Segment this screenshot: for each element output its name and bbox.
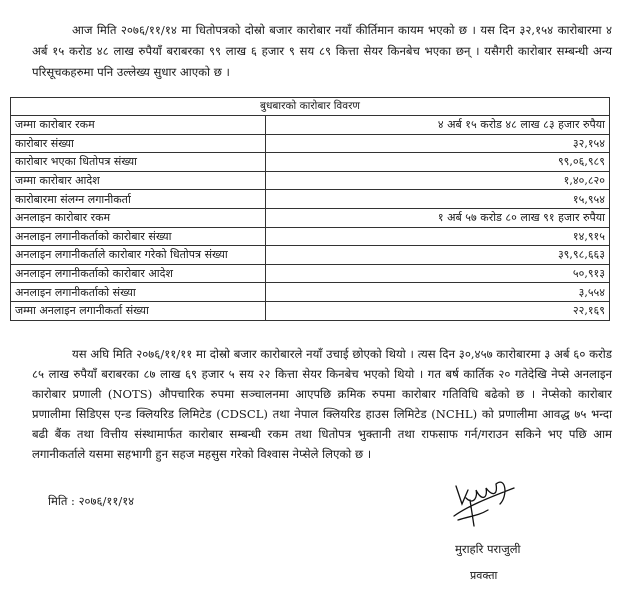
row-value: १५,९५४ — [266, 190, 610, 209]
table-row — [11, 264, 610, 283]
intro-paragraph — [32, 20, 612, 83]
row-label: जम्मा कारोबार आदेश — [11, 171, 266, 190]
table-header-row — [11, 98, 610, 116]
handwritten-signature — [448, 476, 518, 536]
signatory-title: प्रवक्ता — [470, 569, 498, 582]
table-row — [11, 301, 610, 320]
row-value: १,४०,८२० — [266, 171, 610, 190]
history-paragraph-text: यस अघि मिति २०७६/११/११ मा दोस्रो बजार कारोबारले नयाँ उचाई छोएको थियो । त्यस दिन ३०,४५७ कारोबारमा ३ अर्ब ६० करोड ८५ लाख रुपैयाँ बराबरका ८७ लाख ६९ हजार ५ सय २२ कित्ता सेयर किनबेच भएको थियो । गत बर्ष कार्तिक २० गतेदेखि नेप्से अनलाइन कारोबार प्रणाली (NOTS) औपचारिक रुपमा सञ्चालनमा आएपछि क्रमिक रुपमा कारोबार गतिविधि बढेको छ । नेप्सेको कारोबार प्रणालीमा सिडिएस एन्ड क्लियरिड लिमिटेड (CDSCL) तथा नेपाल क्लियरिड हाउस लिमिटेड (NCHL) को प्रणालीमा आवद्ध ७५ भन्दा बढी बैंक तथा वित्तीय संस्थामार्फत कारोबार सम्बन्धी रकम तथा धितोपत्र भुक्तानी तथा राफसाफ गर्न/गराउन सकिने भए पछि आम लगानीकर्ताले यसमा सहभागी हुन सहज महसुस गरेको विश्वास नेप्सेले लिएको छ । — [32, 347, 612, 461]
row-value: २२,१६९ — [266, 301, 610, 320]
row-label: कारोबार संख्या — [11, 134, 266, 153]
row-label: कारोबारमा संलग्न लगानीकर्ता — [11, 190, 266, 209]
table-row — [11, 208, 610, 227]
trading-summary-table — [10, 97, 610, 321]
row-label: अनलाइन लगानीकर्ताले कारोबार गरेको धितोपत्र संख्या — [11, 246, 266, 265]
table-row — [11, 227, 610, 246]
table-title: बुधबारको कारोबार विवरण — [11, 98, 610, 116]
row-label: कारोबार भएका धितोपत्र संख्या — [11, 153, 266, 172]
row-value: १४,९१५ — [266, 227, 610, 246]
row-label: अनलाइन लगानीकर्ताको कारोबार संख्या — [11, 227, 266, 246]
table-row — [11, 134, 610, 153]
row-label: अनलाइन कारोबार रकम — [11, 208, 266, 227]
signatory-name: मुराहरि पराजुली — [455, 542, 521, 556]
table-row — [11, 246, 610, 265]
table-row — [11, 283, 610, 302]
history-paragraph — [32, 344, 612, 464]
table-row — [11, 190, 610, 209]
intro-paragraph-text: आज मिति २०७६/११/१४ मा धितोपत्रको दोस्रो बजार कारोबार नयाँ कीर्तिमान कायम भएको छ । यस दिन ३२,१५४ कारोबारमा ४ अर्ब १५ करोड ४८ लाख रुपैयाँ बराबरका ९९ लाख ६ हजार ९ सय ८९ कित्ता सेयर किनबेच भएका छन् । यसैगरी कारोबार सम्बन्धी अन्य परिसूचकहरुमा पनि उल्लेख्य सुधार आएको छ । — [32, 23, 612, 79]
issue-date: मिति : २०७६/११/१४ — [48, 494, 135, 508]
row-label: जम्मा कारोबार रकम — [11, 116, 266, 135]
row-value: ३,५५४ — [266, 283, 610, 302]
row-value: १ अर्ब ५७ करोड ८० लाख ९१ हजार रुपैया — [266, 208, 610, 227]
row-value: ५०,९१३ — [266, 264, 610, 283]
row-value: ४ अर्ब १५ करोड ४८ लाख ८३ हजार रुपैया — [266, 116, 610, 135]
row-label: अनलाइन लगानीकर्ताको कारोबार आदेश — [11, 264, 266, 283]
table-row — [11, 171, 610, 190]
row-value: ३२,१५४ — [266, 134, 610, 153]
table-row — [11, 153, 610, 172]
row-value: ९९,०६,९८९ — [266, 153, 610, 172]
row-label: अनलाइन लगानीकर्ताको संख्या — [11, 283, 266, 302]
row-value: ३९,९८,६६३ — [266, 246, 610, 265]
row-label: जम्मा अनलाइन लगानीकर्ता संख्या — [11, 301, 266, 320]
table-row — [11, 116, 610, 135]
